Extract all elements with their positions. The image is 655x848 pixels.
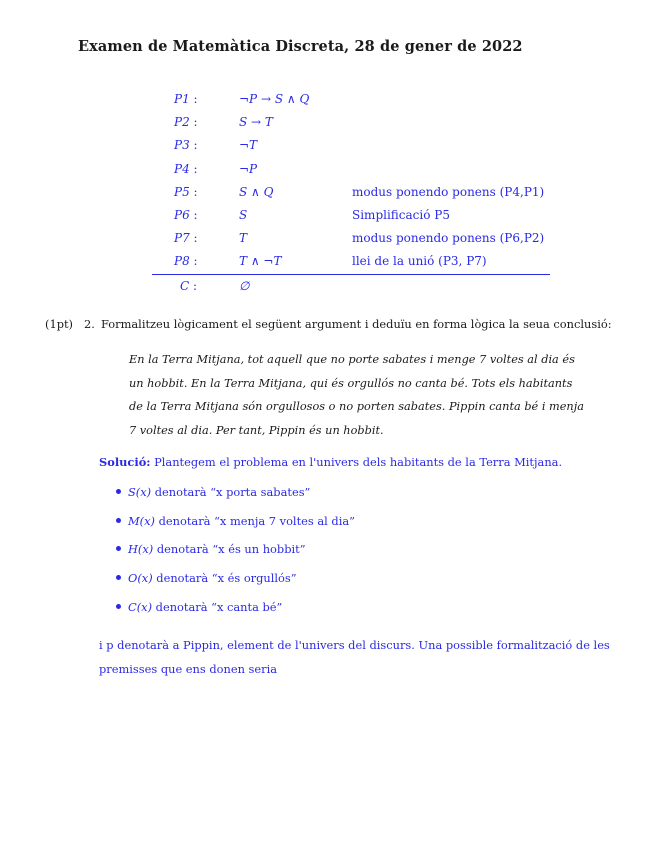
solution-intro-text: Plantegem el problema en l'univers dels habitants de la Terra Mitjana.	[154, 455, 563, 469]
proof-row	[152, 92, 550, 115]
argument-text	[129, 348, 584, 442]
proof-label: P3 :	[174, 138, 198, 153]
proof-formula: T ∧ ¬T	[239, 254, 282, 269]
predicate-verb: denotarà	[154, 485, 207, 499]
predicate-meaning: “x és orgullós”	[211, 571, 297, 586]
proof-justification: llei de la unió (P3, P7)	[352, 254, 487, 269]
proof-formula: T	[239, 231, 248, 246]
paragraph-line: i p denotarà a Pippin, element de l'univers del discurs. Una possible formalització de les	[99, 638, 610, 652]
proof-row	[152, 162, 550, 185]
paragraph-line: premisses que ens donen seria	[99, 661, 278, 676]
proof-justification: Simplificació P5	[352, 207, 450, 222]
proof-formula: ¬P → S ∧ Q	[239, 92, 310, 106]
proof-label: P4 :	[174, 161, 198, 176]
question-number: 2.	[84, 317, 95, 331]
predicate-meaning: “x menja 7 voltes al dia”	[214, 513, 355, 528]
predicate-symbol: C(x)	[128, 599, 153, 614]
predicate-meaning: “x porta sabates”	[210, 485, 311, 499]
argument-line: 7 voltes al dia. Per tant, Pippin és un hobbit.	[129, 423, 384, 437]
predicate-meaning: “x canta bé”	[211, 599, 283, 614]
proof-formula: S ∧ Q	[239, 184, 274, 199]
proof-formula: S	[239, 207, 248, 222]
argument-line: En la Terra Mitjana, tot aquell que no porte sabates i menge 7 voltes al dia és	[129, 353, 575, 366]
proof-justification: modus ponendo ponens (P6,P2)	[352, 231, 545, 246]
bullet-icon	[116, 575, 121, 580]
page-title: Examen de Matemàtica Discreta, 28 de gener de 2022	[78, 38, 523, 55]
proof-row	[152, 138, 550, 161]
proof-formula: ¬T	[239, 138, 258, 153]
proof-formula: ¬P	[239, 161, 258, 176]
proof-label: P7 :	[174, 231, 198, 246]
proof-row	[152, 185, 550, 208]
proof-row	[152, 115, 550, 138]
bullet-icon	[116, 518, 121, 523]
proof-table	[152, 92, 550, 302]
proof-label: C :	[180, 278, 198, 293]
predicate-symbol: H(x)	[128, 542, 154, 557]
argument-line: de la Terra Mitjana són orgullosos o no porten sabates. Pippin canta bé i menja	[129, 400, 584, 414]
solution-intro	[99, 454, 562, 470]
solution-heading: Solució:	[99, 455, 151, 469]
proof-formula: ∅	[239, 278, 250, 293]
predicate-symbol: O(x)	[128, 571, 153, 586]
predicate-symbol: S(x)	[128, 485, 152, 499]
bullet-icon	[116, 546, 121, 551]
proof-label: P6 :	[174, 207, 198, 222]
question-points: (1pt)	[45, 317, 74, 331]
predicate-meaning: “x és un hobbit”	[212, 542, 306, 557]
proof-formula: S → T	[239, 115, 273, 130]
argument-line: un hobbit. En la Terra Mitjana, qui és orgullós no canta bé. Tots els habitants	[129, 376, 573, 390]
proof-label: P1 :	[174, 92, 198, 106]
predicate-verb: denotarà	[155, 599, 208, 614]
bullet-icon	[116, 604, 121, 609]
solution-closing	[99, 634, 610, 681]
proof-justification: modus ponendo ponens (P4,P1)	[352, 184, 545, 199]
bullet-icon	[116, 489, 121, 494]
predicate-verb: denotarà	[158, 513, 211, 528]
proof-label: P8 :	[174, 254, 198, 269]
proof-row	[152, 208, 550, 231]
proof-row	[152, 231, 550, 254]
predicate-symbol: M(x)	[128, 513, 155, 528]
question-text: Formalitzeu lògicament el següent argument i deduïu en forma lògica la seua conclusió:	[101, 317, 612, 331]
predicate-verb: denotarà	[156, 542, 209, 557]
proof-label: P5 :	[174, 184, 198, 199]
predicate-verb: denotarà	[156, 571, 209, 586]
proof-label: P2 :	[174, 115, 198, 130]
proof-conclusion-row	[152, 279, 550, 302]
proof-row	[152, 254, 550, 277]
